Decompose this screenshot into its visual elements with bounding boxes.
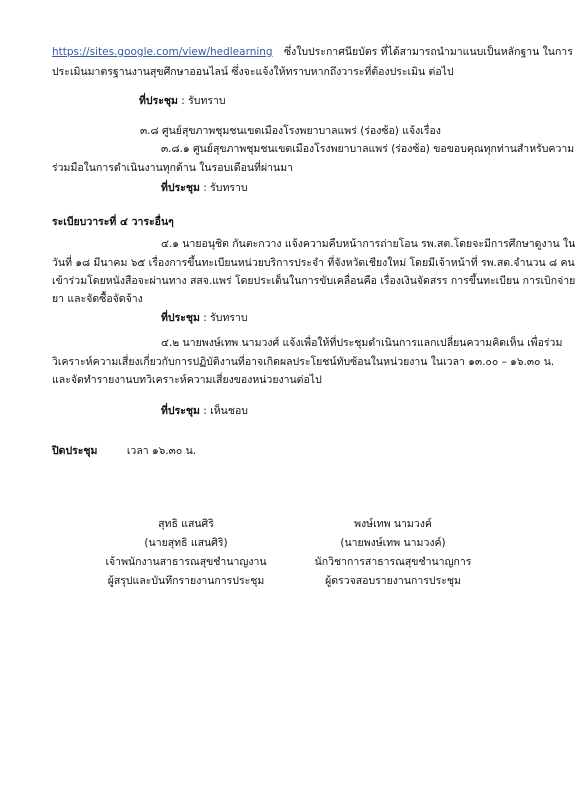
item-4-2-line-3: และจัดทำรายงานบทวิเคราะห์ความเสี่ยงของหน่วยงานต่อไป xyxy=(52,374,322,386)
signer-position: นักวิชาการสาธารณสุขชำนาญการ xyxy=(314,556,472,568)
signature-text: พงษ์เทพ นามวงค์ xyxy=(354,518,432,530)
item-4-1-line-1: ๔.๑ นายอนุชิต กันตะกวาง แจ้งความคืบหน้าการถ่ายโอน รพ.สต.โดยจะมีการศึกษาดูงาน ใน xyxy=(161,238,576,250)
signer-role: ผู้ตรวจสอบรายงานการประชุม xyxy=(325,575,461,587)
closing-time: เวลา ๑๖.๓๐ น. xyxy=(126,445,197,457)
signer-position: เจ้าพนักงานสาธารณสุขชำนาญงาน xyxy=(105,556,267,568)
hedlearning-link[interactable]: https://sites.google.com/view/hedlearning xyxy=(52,46,273,58)
resolution-label: ที่ประชุม xyxy=(139,95,178,107)
item-3-8-1-line-2: ร่วมมือในการดำเนินงานทุกด้าน ในรอบเดือนที่ผ่านมา xyxy=(52,162,294,174)
intro-line-1 xyxy=(52,45,573,59)
resolution-4-2 xyxy=(161,404,248,418)
closing-label: ปิดประชุม xyxy=(52,445,98,457)
signer-role: ผู้สรุปและบันทึกรายงานการประชุม xyxy=(107,575,265,587)
resolution-intro xyxy=(139,94,226,108)
resolution-value: : รับทราบ xyxy=(203,312,248,324)
signer-name: (นายสุทธิ แสนศิริ) xyxy=(144,537,228,549)
signature-text: สุทธิ แสนศิริ xyxy=(158,518,214,530)
item-4-2-line-1: ๔.๒ นายพงษ์เทพ นามวงศ์ แจ้งเพื่อให้ที่ประชุมดำเนินการแลกเปลี่ยนความคิดเห็น เพื่อร่วม xyxy=(161,337,563,349)
resolution-label: ที่ประชุม xyxy=(161,312,200,324)
item-4-1-line-3: เข้าร่วมโดยหนังสือจะผ่านทาง สสจ.แพร่ โดยประเด็นในการขับเคลื่อนคือ เรื่องเงินจัดสรร การขึ้นทะเบียน การเบิกจ่าย xyxy=(52,275,576,287)
closing-line xyxy=(52,444,196,458)
item-3-8-title: ๓.๘ ศูนย์สุขภาพชุมชนเขตเมืองโรงพยาบาลแพร่ (ร่องซ้อ) แจ้งเรื่อง xyxy=(140,125,441,137)
agenda-4-heading: ระเบียบวาระที่ ๔ วาระอื่นๆ xyxy=(52,216,174,228)
resolution-value: : รับทราบ xyxy=(181,95,226,107)
resolution-3-8 xyxy=(161,181,248,195)
item-4-1-line-2: วันที่ ๑๘ มีนาคม ๖๕ เรื่องการขึ้นทะเบียนหน่วยบริการประจำ ที่จังหวัดเชียงใหม่ โดยมีเจ้าหน้าที่ รพ.สต.จำนวน ๘ คน xyxy=(52,257,575,269)
resolution-4-1 xyxy=(161,311,248,325)
item-4-1-line-4: ยา และจัดซื้อจัดจ้าง xyxy=(52,293,143,305)
intro-line-1-text: ซึ่งใบประกาศนียบัตร ที่ได้สามารถนำมาแนบเป็นหลักฐาน ในการ xyxy=(283,46,573,58)
intro-line-2: ประเมินมาตรฐานงานสุขศึกษาออนไลน์ ซึ่งจะแจ้งให้ทราบหากถึงวาระที่ต้องประเมิน ต่อไป xyxy=(52,66,454,78)
item-3-8-1-line-1: ๓.๘.๑ ศูนย์สุขภาพชุมชนเขตเมืองโรงพยาบาลแพร่ (ร่องซ้อ) ขอขอบคุณทุกท่านสำหรับความ xyxy=(161,143,575,155)
signature-block-left xyxy=(76,515,296,591)
signer-name: (นายพงษ์เทพ นามวงค์) xyxy=(340,537,446,549)
resolution-label: ที่ประชุม xyxy=(161,182,200,194)
resolution-label: ที่ประชุม xyxy=(161,405,200,417)
resolution-value: : รับทราบ xyxy=(203,182,248,194)
item-4-2-line-2: วิเคราะห์ความเสี่ยงเกี่ยวกับการปฏิบัติงานที่อาจเกิดผลประโยชน์ทับซ้อนในหน่วยงาน ในเวลา ๑๓.๐๐ – ๑๖.๓๐ น. xyxy=(52,356,555,368)
resolution-value: : เห็นชอบ xyxy=(203,405,248,417)
signature-block-right xyxy=(283,515,503,591)
